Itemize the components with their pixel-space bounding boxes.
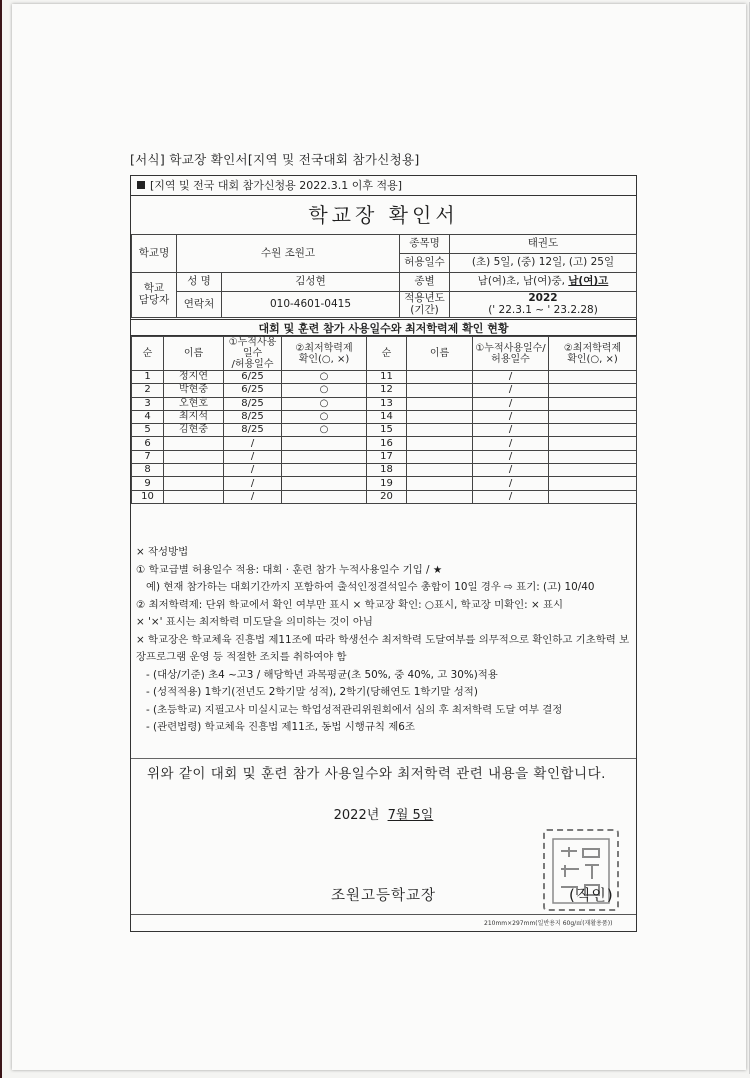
row-no: 1 [132,371,164,384]
row-days: 8/25 [224,410,282,423]
table-row [132,371,637,384]
row-days: / [224,450,282,463]
event-label: 종목명 [400,235,450,254]
row-name [407,490,473,503]
row-days: / [224,437,282,450]
row-no: 15 [367,424,407,437]
row-no: 10 [132,490,164,503]
note-7: - (초등학교) 지필고사 미실시교는 학업성적관리위원회에서 심의 후 최저학력 도달 여부 결정 [146,703,563,716]
row-no: 7 [132,450,164,463]
col-days2-line1: ①누적사용일수/ [475,342,546,354]
table-row [132,477,637,490]
table-row [132,384,637,397]
table-row [132,437,637,450]
row-name [407,450,473,463]
row-days: / [473,437,549,450]
row-name [164,437,224,450]
col-check2-line1: ②최저학력제 [563,342,622,354]
square-bullet-icon [137,181,145,189]
year-number: 2022 [528,291,558,304]
status-subtitle: 대회 및 훈련 참가 사용일수와 최저학력제 확인 현황 [131,319,636,336]
row-days: / [473,464,549,477]
row-name: 오현호 [164,397,224,410]
row-days: / [224,464,282,477]
row-days: / [473,410,549,423]
row-days: / [473,450,549,463]
row-name [407,371,473,384]
col-no-2: 순 [367,337,407,371]
allowed-days-label: 허용일수 [400,254,450,273]
row-name [164,464,224,477]
row-check [549,437,637,450]
table-row [132,450,637,463]
col-check-2 [549,337,637,371]
row-check [282,450,367,463]
row-check: ○ [282,424,367,437]
note-1-example: 예) 현재 참가하는 대회기간까지 포함하여 출석인정결석일수 총합이 10일 경우 ⇨ 표기: (고) 10/40 [146,581,595,593]
col-days-2 [473,337,549,371]
table-header-row [132,337,637,371]
gender-value-selected: 남(여)고 [568,275,609,288]
row-name [407,477,473,490]
date-year: 2022년 [333,808,380,823]
row-no: 3 [132,397,164,410]
row-days: / [473,424,549,437]
note-5: - (대상/기준) 초4 ~고3 / 해당학년 과목평균(초 50%, 중 40%, 고 30%)적용 [146,668,498,681]
table-row [132,490,637,503]
gender-value-plain: 남(여)초, 남(여)중, [477,275,569,288]
seal-label: (직인) [569,886,614,904]
col-days-line2: /허용일수 [231,359,274,370]
year-value [450,292,637,318]
student-status-table [131,336,637,504]
instructions [136,544,634,737]
contact-label-line2: 담당자 [138,294,170,306]
row-check: ○ [282,371,367,384]
row-name [164,450,224,463]
row-no: 19 [367,477,407,490]
row-no: 14 [367,410,407,423]
school-label: 학교명 [132,235,177,273]
row-name: 최지석 [164,410,224,423]
confirmation-form [130,175,637,932]
row-check: ○ [282,410,367,423]
row-check [549,464,637,477]
row-days: 6/25 [224,384,282,397]
row-check [282,464,367,477]
school-name: 수원 조원고 [177,235,400,273]
col-days-line1: ①누적사용일수 [228,337,277,359]
col-name: 이름 [164,337,224,371]
col-no: 순 [132,337,164,371]
school-info-table [131,234,637,318]
row-no: 17 [367,450,407,463]
row-name [164,490,224,503]
row-days: / [473,384,549,397]
gender-label: 종별 [400,273,450,292]
gender-value [450,273,637,292]
date-month-day: 7월 5일 [387,808,434,823]
contact-label-line1: 학교 [143,282,165,295]
col-days [224,337,282,371]
notes-heading: × 작성방법 [136,546,189,558]
form-title: 학교장 확인서 [131,196,636,235]
paper-spec: 210mm×297mm(일반용지 60g/㎡(재활용품)) [484,920,613,927]
row-name [407,384,473,397]
section-header-text: [지역 및 전국 대회 참가신청용 2022.3.1 이후 적용] [150,179,403,192]
row-check [282,477,367,490]
row-no: 6 [132,437,164,450]
col-check [282,337,367,371]
bottom-rule [131,914,636,915]
row-check [549,410,637,423]
note-3: × '×' 표시는 최저학력 미도달을 의미하는 것이 아님 [136,616,373,628]
table-row [132,397,637,410]
section-header [131,176,636,196]
col-days2-line2: 허용일수 [491,353,530,365]
note-6: - (성적적용) 1학기(전년도 2학기말 성적), 2학기(당해연도 1학기말 성적) [146,686,478,698]
year-label-line2: (기간) [410,303,439,316]
row-check [549,397,637,410]
name-value: 김성현 [222,273,400,292]
note-8: - (관련법령) 학교체육 진흥법 제11조, 동법 시행규칙 제6조 [146,721,415,733]
name-label: 성 명 [177,273,222,292]
divider [131,758,636,759]
row-name: 정지연 [164,371,224,384]
table-row [132,464,637,477]
year-label-line1: 적용년도 [404,291,445,304]
event-name: 태권도 [450,235,637,254]
row-no: 9 [132,477,164,490]
row-check [549,424,637,437]
row-days: / [473,477,549,490]
contact-label [132,273,177,318]
row-name: 박현중 [164,384,224,397]
row-name [407,397,473,410]
row-check [549,384,637,397]
row-check [549,371,637,384]
row-no: 11 [367,371,407,384]
row-no: 16 [367,437,407,450]
row-name [164,477,224,490]
allowed-days-value: (초) 5일, (중) 12일, (고) 25일 [450,254,637,273]
row-check [282,490,367,503]
row-days: / [224,477,282,490]
row-check: ○ [282,397,367,410]
row-days: / [473,397,549,410]
phone-label: 연락처 [177,292,222,318]
row-no: 4 [132,410,164,423]
row-days: / [473,490,549,503]
principal-name: 조원고등학교장 [330,888,437,904]
row-name [407,410,473,423]
row-no: 2 [132,384,164,397]
col-check-line1: ②최저학력제 [295,342,353,354]
row-no: 18 [367,464,407,477]
row-days: / [224,490,282,503]
row-check [282,437,367,450]
table-row [132,424,637,437]
row-check [549,450,637,463]
row-days: 8/25 [224,424,282,437]
table-row [132,410,637,423]
note-2: ② 최저학력제: 단위 학교에서 확인 여부만 표시 × 학교장 확인: ○표시, 학교장 미확인: × 표시 [136,598,564,611]
row-no: 20 [367,490,407,503]
confirmation-statement: 위와 같이 대회 및 훈련 참가 사용일수와 최저학력 관련 내용을 확인합니다. [147,766,606,782]
row-days: / [473,371,549,384]
col-name-2: 이름 [407,337,473,371]
row-name [407,437,473,450]
row-days: 8/25 [224,397,282,410]
phone-value: 010-4601-0415 [222,292,400,318]
note-4: × 학교장은 학교체육 진흥법 제11조에 따라 학생선수 최저학력 도달여부를 의무적으로 확인하고 기초학력 보장프로그램 운영 등 적절한 조치를 취하여야 함 [136,633,630,663]
row-no: 12 [367,384,407,397]
row-no: 8 [132,464,164,477]
row-no: 13 [367,397,407,410]
col-check-line2: 확인(○, ×) [298,353,350,365]
row-no: 5 [132,424,164,437]
row-name: 김현중 [164,424,224,437]
issue-date [131,804,636,823]
year-label [400,292,450,318]
period-value: (' 22.3.1 ~ ' 23.2.28) [488,303,598,316]
row-check [549,477,637,490]
row-check: ○ [282,384,367,397]
row-check [549,490,637,503]
row-days: 6/25 [224,371,282,384]
note-1: ① 학교급별 허용일수 적용: 대회 · 훈련 참가 누적사용일수 기입 / ★ [136,563,443,576]
col-check2-line2: 확인(○, ×) [567,353,618,365]
form-caption: [서식] 학교장 확인서[지역 및 전국대회 참가신청용] [130,152,420,167]
row-name [407,424,473,437]
row-name [407,464,473,477]
